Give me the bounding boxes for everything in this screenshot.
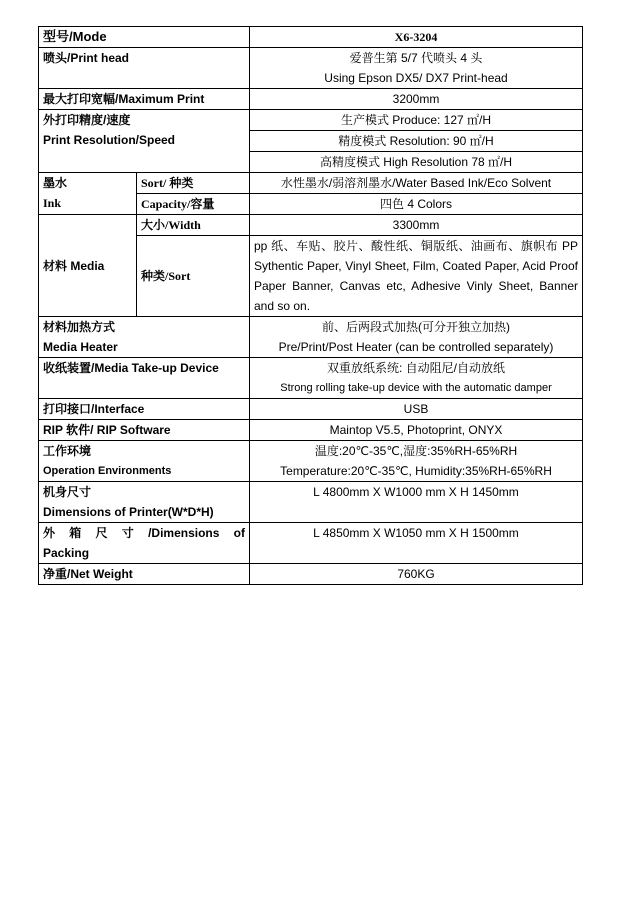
takeup-value-en: Strong rolling take-up device with the automatic damper: [280, 382, 552, 394]
media-label: 材料 Media: [39, 215, 137, 317]
heater-value-en: Pre/Print/Post Heater (can be controlled separately): [278, 340, 554, 354]
ink-label: [39, 173, 137, 215]
packing-label-word: /Dimensions: [148, 526, 220, 540]
heater-label-cn: 材料加热方式: [43, 320, 116, 334]
packing-label-word: 尺: [95, 526, 108, 540]
packing-value: L 4850mm X W1050 mm X H 1500mm: [250, 523, 583, 564]
heater-value: [250, 317, 583, 358]
dimensions-label-en: Dimensions of Printer(W*D*H): [43, 505, 214, 519]
interface-value: USB: [250, 399, 583, 420]
model-value: X6-3204: [250, 27, 583, 48]
takeup-label: 收纸装置/Media Take-up Device: [39, 358, 250, 399]
environment-row: [39, 441, 583, 482]
packing-label-word: 外: [43, 526, 56, 540]
resolution-row-1: [39, 110, 583, 131]
media-type-value-en: PP Sythentic Paper, Vinyl Sheet, Film, Coated Paper, Acid Proof Paper Banner, Canvas etc, Adhesive Vinly Sheet, Banner and so on.: [254, 239, 578, 313]
header-row: [39, 27, 583, 48]
dimensions-label: [39, 482, 250, 523]
packing-label-word: of: [233, 526, 245, 540]
takeup-value: [250, 358, 583, 399]
weight-row: [39, 564, 583, 585]
resolution-produce: 生产模式 Produce: 127 ㎡/H: [250, 110, 583, 131]
ink-capacity-label: Capacity/容量: [137, 194, 250, 215]
heater-row: [39, 317, 583, 358]
max-print-value: 3200mm: [250, 89, 583, 110]
print-head-value: [250, 48, 583, 89]
print-head-label: 喷头/Print head: [39, 48, 250, 89]
media-type-value: [250, 236, 583, 317]
print-head-row: [39, 48, 583, 89]
packing-label-line1: [43, 523, 245, 543]
heater-value-cn: 前、后两段式加热(可分开独立加热): [322, 320, 510, 334]
media-type-label: 种类/Sort: [137, 236, 250, 317]
media-type-value-cn: pp 纸、车贴、胶片、酸性纸、铜版纸、油画布、旗帜布: [254, 239, 559, 253]
resolution-precision: 精度模式 Resolution: 90 ㎡/H: [250, 131, 583, 152]
heater-label-en: Media Heater: [43, 340, 118, 354]
print-head-value-en: Using Epson DX5/ DX7 Print-head: [324, 71, 508, 85]
takeup-value-cn: 双重放纸系统: 自动阻尼/自动放纸: [326, 361, 505, 375]
media-width-value: 3300mm: [250, 215, 583, 236]
ink-sort-label: Sort/ 种类: [137, 173, 250, 194]
resolution-high: 高精度模式 High Resolution 78 ㎡/H: [250, 152, 583, 173]
ink-sort-value: 水性墨水/弱溶剂墨水/Water Based Ink/Eco Solvent: [250, 173, 583, 194]
packing-label-word: 箱: [69, 526, 82, 540]
ink-capacity-value: 四色 4 Colors: [250, 194, 583, 215]
environment-label: [39, 441, 250, 482]
max-print-label: 最大打印宽幅/Maximum Print: [39, 89, 250, 110]
resolution-label: [39, 110, 250, 173]
interface-label: 打印接口/Interface: [39, 399, 250, 420]
packing-label-line2: Packing: [43, 546, 90, 560]
media-width-label: 大小/Width: [137, 215, 250, 236]
ink-label-en: Ink: [43, 196, 62, 210]
packing-label-word: 寸: [121, 526, 134, 540]
takeup-row: [39, 358, 583, 399]
weight-label: 净重/Net Weight: [39, 564, 250, 585]
dimensions-label-cn: 机身尺寸: [43, 485, 92, 499]
print-head-value-cn: 爱普生第 5/7 代喷头 4 头: [349, 51, 483, 65]
environment-label-en: Operation Environments: [43, 465, 172, 477]
packing-row: [39, 523, 583, 564]
media-row-1: [39, 215, 583, 236]
model-label: 型号/Mode: [39, 27, 250, 48]
heater-label: [39, 317, 250, 358]
environment-value-cn: 温度:20℃-35℃,湿度:35%RH-65%RH: [314, 444, 518, 458]
rip-label: RIP 软件/ RIP Software: [39, 420, 250, 441]
ink-label-cn: 墨水: [43, 176, 68, 190]
dimensions-row: [39, 482, 583, 523]
resolution-label-cn: 外打印精度/速度: [43, 113, 131, 127]
ink-row-1: [39, 173, 583, 194]
packing-label: [39, 523, 250, 564]
interface-row: [39, 399, 583, 420]
rip-value: Maintop V5.5, Photoprint, ONYX: [250, 420, 583, 441]
environment-value-en: Temperature:20℃-35℃, Humidity:35%RH-65%RH: [280, 464, 552, 478]
max-print-row: [39, 89, 583, 110]
rip-row: [39, 420, 583, 441]
resolution-label-en: Print Resolution/Speed: [43, 133, 176, 147]
environment-value: [250, 441, 583, 482]
spec-table: [38, 26, 583, 585]
weight-value: 760KG: [250, 564, 583, 585]
dimensions-value: L 4800mm X W1000 mm X H 1450mm: [250, 482, 583, 523]
environment-label-cn: 工作环境: [43, 444, 92, 458]
